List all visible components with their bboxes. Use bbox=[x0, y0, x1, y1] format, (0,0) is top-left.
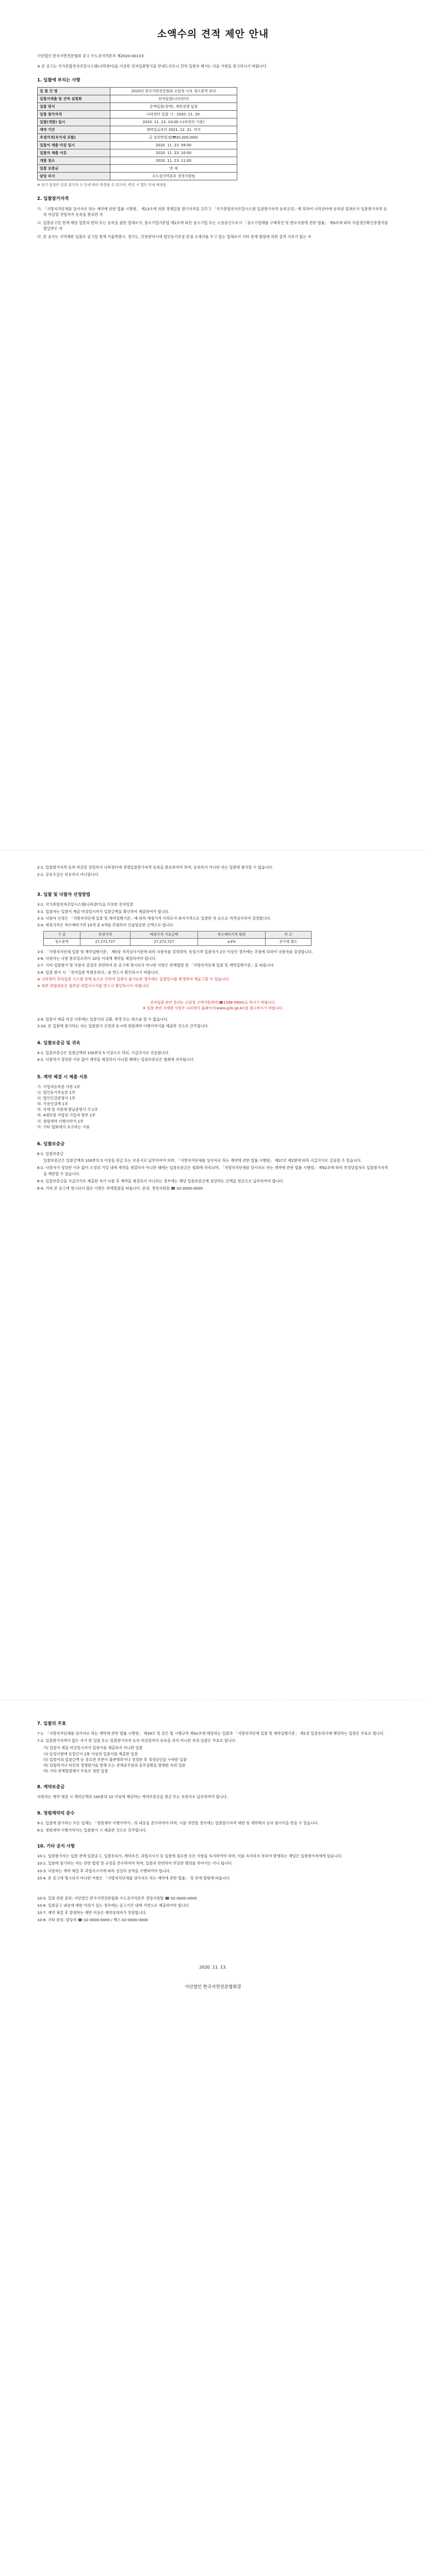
list-item: 10-2. 입찰에 참가하는 자는 관련 법령 및 규정을 준수하여야 하며, 입찰과 관련하여 부당한 행위를 하여서는 아니 됩니다. bbox=[37, 1861, 233, 1866]
section-5-heading: 5. 계약 체결 시 제출 서류 bbox=[37, 1074, 88, 1080]
row-value: 2020. 11. 23. 09:00 bbox=[110, 141, 237, 149]
row-key: 담당 부서 bbox=[38, 172, 110, 180]
table-cell: 청소용역 bbox=[44, 939, 80, 946]
column-header: 구 분 bbox=[44, 931, 80, 939]
row-value: 나라장터 입찰 시 : 2020. 11. 20. bbox=[110, 110, 237, 118]
issuer-org: 사단법인 한국지면전문협회장 bbox=[185, 1984, 241, 1990]
list-item: 바. 4대보험 사업장 가입자 명부 1부 bbox=[37, 1113, 96, 1118]
list-item: 다. 본 공사는 지역제한 입찰로 공고일 현재 서울특별시, 경기도, 인천광역시에 법인등기부상 본점 소재지를 두고 있는 업체로서 기타 관계 법령에 의한 결격 사유가 없는 자 bbox=[37, 234, 312, 240]
table-row bbox=[38, 149, 237, 157]
list-item: 3-2. 입찰자는 입찰서 제출 마감일시까지 입찰금액을 확인하여 제출하여야 합니다. bbox=[37, 909, 170, 914]
row-value: 2020년 한국지면전문협회 조달청 사옥 청소용역 관리 bbox=[110, 87, 237, 95]
row-key: 입찰서제출 및 견적 설명회 bbox=[38, 95, 110, 103]
row-value: 금 삼천만원정(₩30,000,000) bbox=[110, 133, 237, 141]
highlighted-line: ※ 나라장터 전자입찰 시스템 장애 등으로 인하여 입찰이 불가능한 경우에는 입찰일시를 변경하여 재공고할 수 있습니다. bbox=[37, 976, 230, 981]
list-item: 7-1. 「지방자치단체를 당사자로 하는 계약에 관한 법률 시행령」 제39조 및 같은 법 시행규칙 제42조에 해당하는 입찰과 「지방자치단체 입찰 및 계약집행기준」 제1장 입찰유의서에 해당하는 입찰은 무효로 합니다. bbox=[37, 1731, 385, 1736]
list-item: 3-5. 「지방자치단체 입찰 및 계약집행기준」 제5장 적격심사기준에 따라 낙찰자를 결정하며, 동일가격 입찰자가 2인 이상인 경우에는 추첨에 의하여 낙찰자를 결정합니다. bbox=[37, 950, 313, 955]
list-item: 7-2. 입찰참가자격이 없는 자가 한 입찰 또는 입찰참가자격 등록 마감일까지 등록을 하지 아니한 자의 입찰은 무효로 합니다. bbox=[37, 1738, 237, 1743]
list-item: 나. 입찰공고일 현재 해당 업종의 면허 또는 등록을 필한 업체로서, 중소기업기본법 제2조에 따른 중소기업 또는 소상공인으로서 「중소기업제품 구매촉진 및 판로지원에 관한 법률」 제9조에 따라 직접생산확인증명서를 발급받은 자 bbox=[37, 220, 388, 231]
row-key: 입찰 보증금 bbox=[38, 164, 110, 172]
notice-box bbox=[37, 1000, 389, 1011]
table-cell: ±3% bbox=[198, 939, 265, 946]
list-item: 마. 국세 및 지방세 완납증명서 각 1부 bbox=[37, 1107, 98, 1112]
list-item: 라. 사용인감계 1부 bbox=[37, 1101, 69, 1107]
list-item: 3-8. 입찰 참가 시 「전자입찰 특별유의서」를 반드시 확인하시기 바랍니다. bbox=[37, 970, 159, 975]
list-item: 나) 동일사항에 동일인이 2통 이상의 입찰서를 제출한 입찰 bbox=[43, 1751, 138, 1756]
row-value: 2020. 11. 23. 10:00 (나라장터 기준) bbox=[110, 118, 237, 126]
list-item: 라) 담합하거나 타인의 경쟁참가를 방해 또는 관계공무원의 공무집행을 방해한 자의 입찰 bbox=[43, 1762, 186, 1768]
row-value: 면 제 bbox=[110, 164, 237, 172]
list-item: 입찰보증금은 입찰금액의 100분의 5 이상을 현금 또는 보증서로 납부하여야 하며, 「지방자치단체를 당사자로 하는 계약에 관한 법률 시행령」 제37조 제2항에 따라 지급각서로 갈음할 수 있습니다. bbox=[43, 1158, 362, 1163]
list-item: 나. 법인등기부등본 1부 bbox=[37, 1090, 75, 1095]
page-1 bbox=[0, 0, 426, 850]
list-item: 10-6. 입찰공고 내용에 대한 이의가 있는 경우에는 공고기간 내에 서면으로 제출하여야 합니다. bbox=[37, 1903, 190, 1908]
table-row bbox=[38, 95, 237, 103]
list-item: 10-5. 입찰 관련 문의: 사단법인 한국지면전문협회 수도권지역본부 경영지원팀 ☎ 02-0000-0000 bbox=[37, 1895, 197, 1901]
list-item: 6-1. 입찰보증금 bbox=[37, 1151, 64, 1157]
row-key: 입찰서 제출 마감 일시 bbox=[38, 141, 110, 149]
section-6-heading: 6. 입찰보증금 bbox=[37, 1141, 65, 1147]
intro-line: 사단법인 한국지면전문협회 공고 수도권지역본부 제2020-0013호 bbox=[37, 54, 145, 59]
column-header: 추정가격 bbox=[80, 931, 130, 939]
section-1-heading: 1. 입찰에 부치는 사항 bbox=[37, 77, 80, 83]
section-3-heading: 3. 입찰 및 낙찰자 선정방법 bbox=[37, 892, 91, 898]
row-value: 계약일로부터 2021. 12. 31. 까지 bbox=[110, 126, 237, 133]
row-key: 계약 기간 bbox=[38, 126, 110, 133]
notice-line: ※ 입찰 관련 자세한 사항은 나라장터 홈페이지(www.g2b.go.kr)를 참고하시기 바랍니다. bbox=[142, 1006, 284, 1010]
section-8-heading: 8. 계약보증금 bbox=[37, 1785, 65, 1790]
list-item: 2-1. 입찰참가자격 등록 마감일 전일까지 나라장터에 경쟁입찰참가자격 등록을 완료하여야 하며, 등록하지 아니한 자는 입찰에 참가할 수 없습니다. bbox=[37, 865, 273, 870]
list-item: 10-3. 낙찰자는 계약 체결 후 과업지시서에 따라 성실히 용역을 수행하여야 합니다. bbox=[37, 1868, 171, 1873]
table-cell: 부가세 별도 bbox=[265, 939, 311, 946]
section-2-heading: 2. 입찰참가자격 bbox=[37, 196, 69, 202]
row-key: 개찰 장소 bbox=[38, 157, 110, 164]
table-row bbox=[38, 141, 237, 149]
fee-table bbox=[43, 931, 312, 946]
table-row bbox=[38, 126, 237, 133]
list-item: 10-4. 본 공고에 명시되지 아니한 사항은 「지방자치단체를 당사자로 하는 계약에 관한 법률」 및 관계 법령에 따릅니다. bbox=[37, 1875, 231, 1880]
list-item: 3-7. 기타 입찰참가 및 낙찰자 결정과 관련하여 본 공고에 명시되지 아니한 사항은 관계법령 및 「지방자치단체 입찰 및 계약집행기준」을 따릅니다. bbox=[37, 963, 275, 968]
table-row bbox=[38, 133, 237, 141]
list-item: 다) 입찰서의 입찰금액 등 중요한 부분이 불분명하거나 정정한 후 정정날인을 누락한 입찰 bbox=[43, 1757, 187, 1762]
list-item: 마) 기타 관계법령에서 무효로 정한 입찰 bbox=[43, 1769, 108, 1774]
column-header: 예정가격 기초금액 bbox=[130, 931, 198, 939]
row-key: 입 찰 건 명 bbox=[38, 87, 110, 95]
list-item: 3-10. 본 입찰에 참가하는 자는 입찰참가 신청과 동시에 청렴계약 이행서약서를 제출한 것으로 간주합니다. bbox=[37, 1023, 209, 1028]
list-item: 사. 청렴계약 이행서약서 1부 bbox=[37, 1118, 84, 1124]
list-item: 9-2. 청렴계약 이행서약서는 입찰참가 시 제출한 것으로 간주합니다. bbox=[37, 1827, 147, 1833]
notice-line: 전자입찰 관련 문의는 조달청 고객지원센터(☎1588-0800)로 하시기 바랍니다. bbox=[150, 1001, 276, 1005]
section-10-heading: 10. 기타 공지 사항 bbox=[37, 1844, 75, 1850]
list-item: 다. 법인인감증명서 1부 bbox=[37, 1096, 75, 1101]
list-item: 4-1. 입찰보증금은 입찰금액의 100분의 5 이상으로 하되, 지급각서로 갈음합니다. bbox=[37, 1050, 170, 1056]
table-row bbox=[44, 939, 312, 946]
row-value: 2020. 11. 23. 11:00 bbox=[110, 157, 237, 164]
row-value: 수도권지역본부 경영지원팀 bbox=[110, 172, 237, 180]
page-2 bbox=[0, 850, 426, 1700]
document-title: 소액수의 견적 제안 안내 bbox=[157, 28, 269, 40]
table-row bbox=[38, 164, 237, 172]
row-key: 입찰자 제출 서류 bbox=[38, 149, 110, 157]
list-item: 3-6. 낙찰자는 낙찰 통보일로부터 10일 이내에 계약을 체결하여야 합니다. bbox=[37, 956, 157, 961]
row-key: 입찰(개찰) 일시 bbox=[38, 118, 110, 126]
list-item: 낙찰자는 계약 체결 시 계약금액의 100분의 10 이상에 해당하는 계약보증금을 현금 또는 보증서로 납부하여야 합니다. bbox=[37, 1794, 228, 1800]
notice-date: 2020. 11. 13. bbox=[199, 1964, 227, 1970]
section-7-heading: 7. 입찰의 무효 bbox=[37, 1721, 67, 1726]
page-3 bbox=[0, 1700, 426, 2550]
list-item: 6-2. 낙찰자가 정당한 이유 없이 소정의 기일 내에 계약을 체결하지 아니한 때에는 입찰보증금은 협회에 귀속되며, 「지방자치단체를 당사자로 하는 계약에 관한 법률 시행령」 제92조에 따라 부정당업자로 입찰참가자격을 제한할 수 있습니다. bbox=[37, 1165, 388, 1176]
row-key: 입찰 방식 bbox=[38, 103, 110, 110]
list-item: 3-1. 국가종합전자조달시스템(나라장터)을 이용한 전자입찰 bbox=[37, 902, 134, 907]
row-key: 추정가격(부가세 포함) bbox=[38, 133, 110, 141]
list-item: 3-4. 예정가격은 복수예비가격 15개 중 4개를 추첨하여 산술평균한 금액으로 합니다. bbox=[37, 922, 174, 927]
list-item: 3-3. 낙찰자 선정은 「지방자치단체 입찰 및 계약집행기준」에 따라 예정가격 이하로서 최저가격으로 입찰한 자 순으로 적격심사하여 결정합니다. bbox=[37, 916, 271, 921]
table-row bbox=[38, 87, 237, 95]
bid-info-table bbox=[37, 87, 237, 180]
intro-line: ※ 본 공고는 국가종합전자조달시스템(나라장터)을 이용한 전자입찰방식을 안내드리오니 견적 입찰자 께서는 다음 사항을 참고하시기 바랍니다. bbox=[37, 63, 268, 69]
table-row bbox=[38, 118, 237, 126]
list-item: 10-1. 입찰참가자는 입찰 전에 입찰공고, 입찰유의서, 계약조건, 과업지시서 등 입찰에 필요한 모든 사항을 숙지하여야 하며, 이를 숙지하지 못하여 발생하는 책임은 입찰참가자에게 있습니다. bbox=[37, 1854, 342, 1859]
column-header: 복수예비가격 범위 bbox=[198, 931, 265, 939]
list-item: 아. 기타 협회에서 요구하는 서류 bbox=[37, 1124, 90, 1129]
list-item: 9-1. 입찰에 참가하는 모든 업체는 「청렴계약 이행서약서」의 내용을 준수하여야 하며, 이를 위반할 경우에는 입찰참가자격 제한 및 계약해지 등의 불이익을 받을 수 있습니다. bbox=[37, 1820, 319, 1825]
table-note: ※ 상기 일정은 입찰 참가자 수 등에 따라 변경될 수 있으며, 변경 시 별도 안내 예정임 bbox=[37, 182, 167, 187]
row-value: 전자입찰(나라장터) bbox=[110, 95, 237, 103]
list-item: 가. 사업자등록증 사본 1부 bbox=[37, 1084, 80, 1089]
row-value: 총액입찰(정액), 제한경쟁 입찰 bbox=[110, 103, 237, 110]
row-value: 2020. 11. 23. 10:00 bbox=[110, 149, 237, 157]
table-row bbox=[38, 157, 237, 164]
table-header-row bbox=[44, 931, 312, 939]
table-cell: 27,272,727 bbox=[80, 939, 130, 946]
table-cell: 27,272,727 bbox=[130, 939, 198, 946]
column-header: 비 고 bbox=[265, 931, 311, 939]
list-item: 6-3. 입찰보증금을 지급각서로 제출한 자가 낙찰 후 계약을 체결하지 아니하는 경우에는 해당 입찰보증금에 상당하는 금액을 현금으로 납부하여야 합니다. bbox=[37, 1178, 284, 1183]
row-key: 입찰 참가자격 bbox=[38, 110, 110, 118]
table-row bbox=[38, 172, 237, 180]
table-row bbox=[38, 110, 237, 118]
highlighted-line: ※ 세부 과업내용은 첨부된 과업지시서를 반드시 확인하시기 바랍니다. bbox=[37, 983, 150, 988]
list-item: 4-2. 낙찰자가 정당한 이유 없이 계약을 체결하지 아니할 때에는 입찰보증금은 협회에 귀속됩니다. bbox=[37, 1057, 195, 1062]
section-9-heading: 9. 청렴계약의 준수 bbox=[37, 1810, 75, 1816]
list-item: 10-7. 계약 체결 후 발생하는 제반 비용은 계약상대자가 부담합니다. bbox=[37, 1910, 147, 1916]
table-row bbox=[38, 103, 237, 110]
list-item: 6-4. 기타 본 공고에 명시되지 않은 사항은 관계법령을 따릅니다. 문의: 경영지원팀 ☎ 02-0000-0000 bbox=[37, 1185, 203, 1191]
list-item: 2-2. 공동수급은 허용하지 아니합니다. bbox=[37, 872, 100, 877]
list-item: 가) 입찰서 제출 마감일시까지 입찰서를 제출하지 아니한 입찰 bbox=[43, 1745, 143, 1751]
list-item: 가. 「지방자치단체를 당사자로 하는 계약에 관한 법률 시행령」 제13조에 의한 경쟁입찰 참가자격을 갖추고 「국가종합전자조달시스템 입찰참가자격 등록규정」에 의하여 나라장터에 등록된 업체로서 입찰참가자격 등록 마감일 전일까지 등록을 완료한 자 bbox=[37, 206, 387, 217]
list-item: 10-8. 기타 문의: 담당자 ☎ 02-0000-0000 / 팩스 02-0000-0000 bbox=[37, 1918, 148, 1923]
section-4-heading: 4. 입찰보증금 및 귀속 bbox=[37, 1041, 80, 1046]
list-item: 3-9. 입찰서 제출 마감 이후에는 입찰서의 교환, 변경 또는 취소를 할 수 없습니다. bbox=[37, 1016, 169, 1022]
